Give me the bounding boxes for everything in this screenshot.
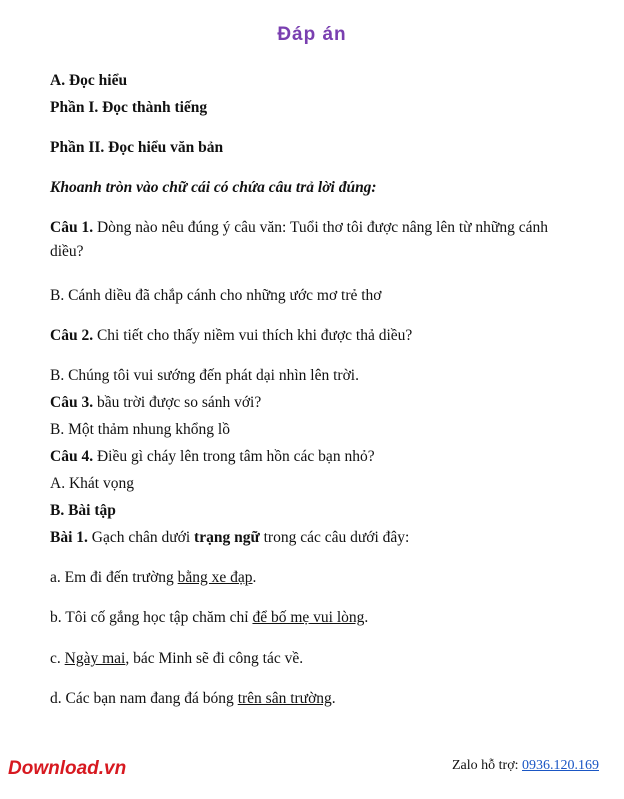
- answer-2: B. Chúng tôi vui sướng đến phát dại nhìn lên trời.: [50, 367, 359, 384]
- sentence-before: b. Tôi cố gắng học tập chăm chỉ: [50, 609, 253, 626]
- sentence-underlined: trên sân trường: [237, 690, 332, 707]
- sentence-after: .: [331, 690, 336, 707]
- question-4: [50, 445, 375, 469]
- question-text: Chi tiết cho thấy niềm vui thích khi được thả diều?: [93, 327, 413, 344]
- zalo-support: [452, 756, 599, 776]
- sentence-after: , bác Minh sẽ đi công tác về.: [125, 650, 304, 667]
- question-text: Điều gì cháy lên trong tâm hồn các bạn nhỏ?: [93, 448, 375, 465]
- sentence-after: .: [252, 569, 257, 586]
- sentence-a: [50, 566, 256, 590]
- question-text: Dòng nào nêu đúng ý câu văn: Tuổi thơ tôi được nâng lên từ những cánh diều?: [50, 219, 548, 260]
- sentence-underlined: bằng xe đạp: [177, 569, 253, 586]
- question-label: Câu 1.: [50, 219, 94, 236]
- answer-4: A. Khát vọng: [50, 475, 134, 492]
- sentence-underlined: Ngày mai: [64, 650, 126, 667]
- sentence-after: .: [364, 609, 369, 626]
- question-text: bầu trời được so sánh với?: [93, 394, 262, 411]
- support-phone-link[interactable]: 0936.120.169: [522, 758, 599, 773]
- section-b-heading: B. Bài tập: [50, 502, 116, 519]
- sentence-before: a. Em đi đến trường: [50, 569, 178, 586]
- question-3: [50, 391, 261, 415]
- instruction: Khoanh tròn vào chữ cái có chứa câu trả lời đúng:: [50, 179, 377, 196]
- question-label: Câu 4.: [50, 448, 94, 465]
- question-1: [50, 216, 580, 264]
- sentence-b: [50, 606, 368, 630]
- question-label: Câu 3.: [50, 394, 94, 411]
- sentence-before: c.: [50, 650, 65, 667]
- exercise-post: trong các câu dưới đây:: [259, 529, 410, 546]
- page-title: Đáp án: [277, 24, 347, 45]
- sentence-underlined: để bố mẹ vui lòng: [252, 609, 365, 626]
- logo-text: Download.vn: [8, 758, 127, 779]
- sentence-c: [50, 647, 303, 671]
- question-label: Câu 2.: [50, 327, 94, 344]
- part1-heading: Phần I. Đọc thành tiếng: [50, 99, 208, 116]
- answer-3: B. Một thảm nhung khổng lồ: [50, 421, 230, 438]
- exercise-label: Bài 1.: [50, 529, 88, 546]
- sentence-d: [50, 687, 336, 711]
- download-logo[interactable]: [8, 758, 126, 780]
- support-label: Zalo hỗ trợ:: [452, 758, 522, 773]
- sentence-before: d. Các bạn nam đang đá bóng: [50, 690, 238, 707]
- section-a-heading: A. Đọc hiểu: [50, 72, 128, 89]
- question-2: [50, 324, 412, 348]
- part2-heading: Phần II. Đọc hiểu văn bản: [50, 139, 224, 156]
- exercise-1: [50, 526, 409, 550]
- exercise-pre: Gạch chân dưới: [87, 529, 195, 546]
- exercise-keyword: trạng ngữ: [194, 529, 260, 546]
- answer-1: B. Cánh diều đã chắp cánh cho những ước mơ trẻ thơ: [50, 287, 382, 304]
